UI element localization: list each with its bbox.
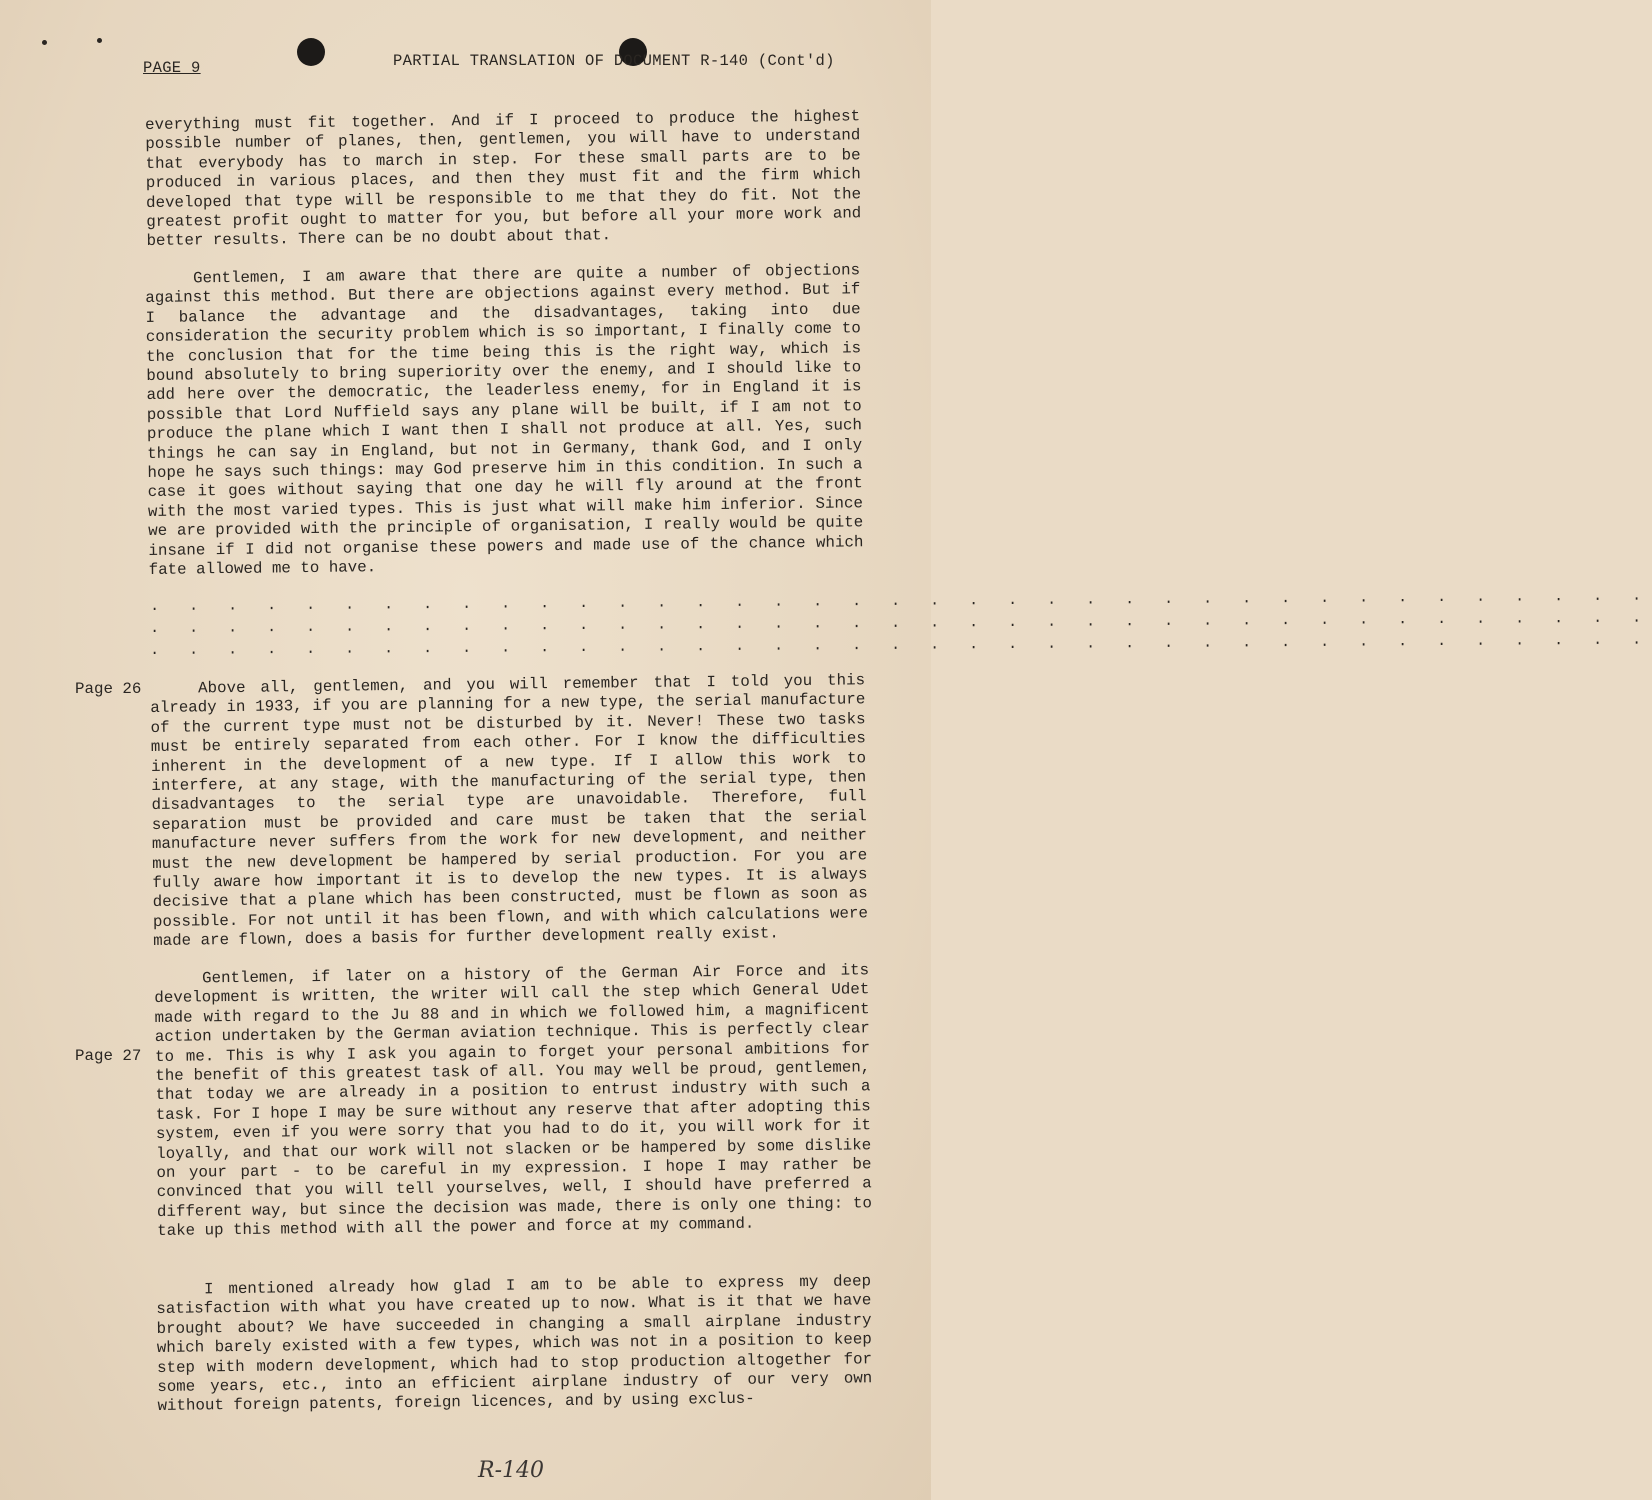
paragraph-5 xyxy=(156,1272,873,1417)
ink-speck xyxy=(42,40,47,45)
paragraph-text: Gentlemen, I am aware that there are quite a number of objections against this method. But there are objections against every method. But if I balance the advantage and the disadvantages, taking into due consideration the security problem which is so important, I finally come to the conclusion that for the time being this is the right way, which is bound absolutely to bring superiority over the enemy, and I should like to add here over the democratic, the leaderless enemy, for in England it is possible that Lord Nuffield says any plane will be built, if I am not to produce the plane which I want then I shall not produce at all. Yes, such things he can say in England, but not in Germany, thank God, and I only hope he says such things: may God preserve him in this condition. In such a case it goes without saying that one day he will fly around at the front with the most varied types. This is just what will make him inferior. Since we are provided with the principle of organisation, I really would be quite insane if I did not organise these powers and made use of the chance which fate allowed me to have. xyxy=(145,261,864,580)
ellipsis-row-3: . . . . . . . . . . . . . . . . . . . . . . . . . . . . . . . . . . . . . . . xyxy=(150,631,1652,659)
handwritten-document-reference: R-140 xyxy=(478,1458,544,1483)
margin-label-page-27: Page 27 xyxy=(75,1047,142,1065)
document-title: PARTIAL TRANSLATION OF DOCUMENT R-140 (Cont'd) xyxy=(393,52,835,70)
paragraph-text: I mentioned already how glad I am to be able to express my deep satisfaction with what you have created up to now. What is it that we have brought about? We have succeeded in changing a small airplane industry which barely existed with a few types, which was not in a position to keep step with modern development, which had to stop production altogether for some years, etc., into an efficient airplane industry of our very own without foreign patents, foreign licences, and by using exclus- xyxy=(156,1272,873,1416)
paragraph-2 xyxy=(145,261,864,580)
paragraph-4 xyxy=(154,961,872,1241)
paragraph-text: Above all, gentlemen, and you will remember that I told you this already in 1933, if you are planning for a new type, the serial manufacture of the current type must not be disturbed by it. Never! These two tasks must be entirely separated from each other. For I know the difficulties inherent in the development of a new type. If I allow this work to interfere, at any stage, with the manufacturing of the serial type, then disadvantages to the serial type are unavoidable. Therefore, full separation must be provided and care must be taken that the serial manufacture never suffers from the work for new development, and neither must the new development be hampered by serial production. For you are fully aware how important it is to develop the new types. It is always decisive that a plane which has been constructed, must be flown as soon as possible. For not until it has been flown, and with which calculations were made are flown, does a basis for further development really exist. xyxy=(150,671,869,951)
ellipsis-row-2: . . . . . . . . . . . . . . . . . . . . . . . . . . . . . . . . . . . . . . . xyxy=(150,609,1652,637)
punch-hole-left xyxy=(297,38,325,66)
paragraph-3 xyxy=(150,671,868,951)
ellipsis-row-1: . . . . . . . . . . . . . . . . . . . . . . . . . . . . . . . . . . . . . . . xyxy=(150,587,1652,615)
margin-label-page-26: Page 26 xyxy=(75,680,142,698)
paragraph-1 xyxy=(145,107,862,252)
ink-speck xyxy=(97,38,102,43)
paragraph-text: Gentlemen, if later on a history of the German Air Force and its development is written, the writer will call the step which General Udet made with regard to the Ju 88 and in which we followed him, a magnificent action undertaken by the German aviation technique. This is perfectly clear to me. This is why I ask you again to forget your personal ambitions for the benefit of this greatest task of all. You may well be proud, gentlemen, that today we are already in a position to entrust industry with such a task. For I hope I may be sure without any reserve that after adopting this system, even if you were sorry that you had to do it, you will work for it loyally, and that our work will not slacken or be hampered by some dislike on your part - to be careful in my expression. I hope I may rather be convinced that you will tell yourselves, well, I should have preferred a different way, but since the decision was made, there is only one thing: to take up this method with all the power and force at my command. xyxy=(154,961,873,1241)
page-number: PAGE 9 xyxy=(143,59,201,77)
paragraph-text: everything must fit together. And if I proceed to produce the highest possible number of planes, then, gentlemen, you will have to understand that everybody has to march in step. For these small parts are to be produced in various places, and then they must fit and the firm which developed that type will be responsible to me that they do fit. Not the greatest profit ought to matter for you, but before all your more work and better results. There can be no doubt about that. xyxy=(145,107,862,251)
